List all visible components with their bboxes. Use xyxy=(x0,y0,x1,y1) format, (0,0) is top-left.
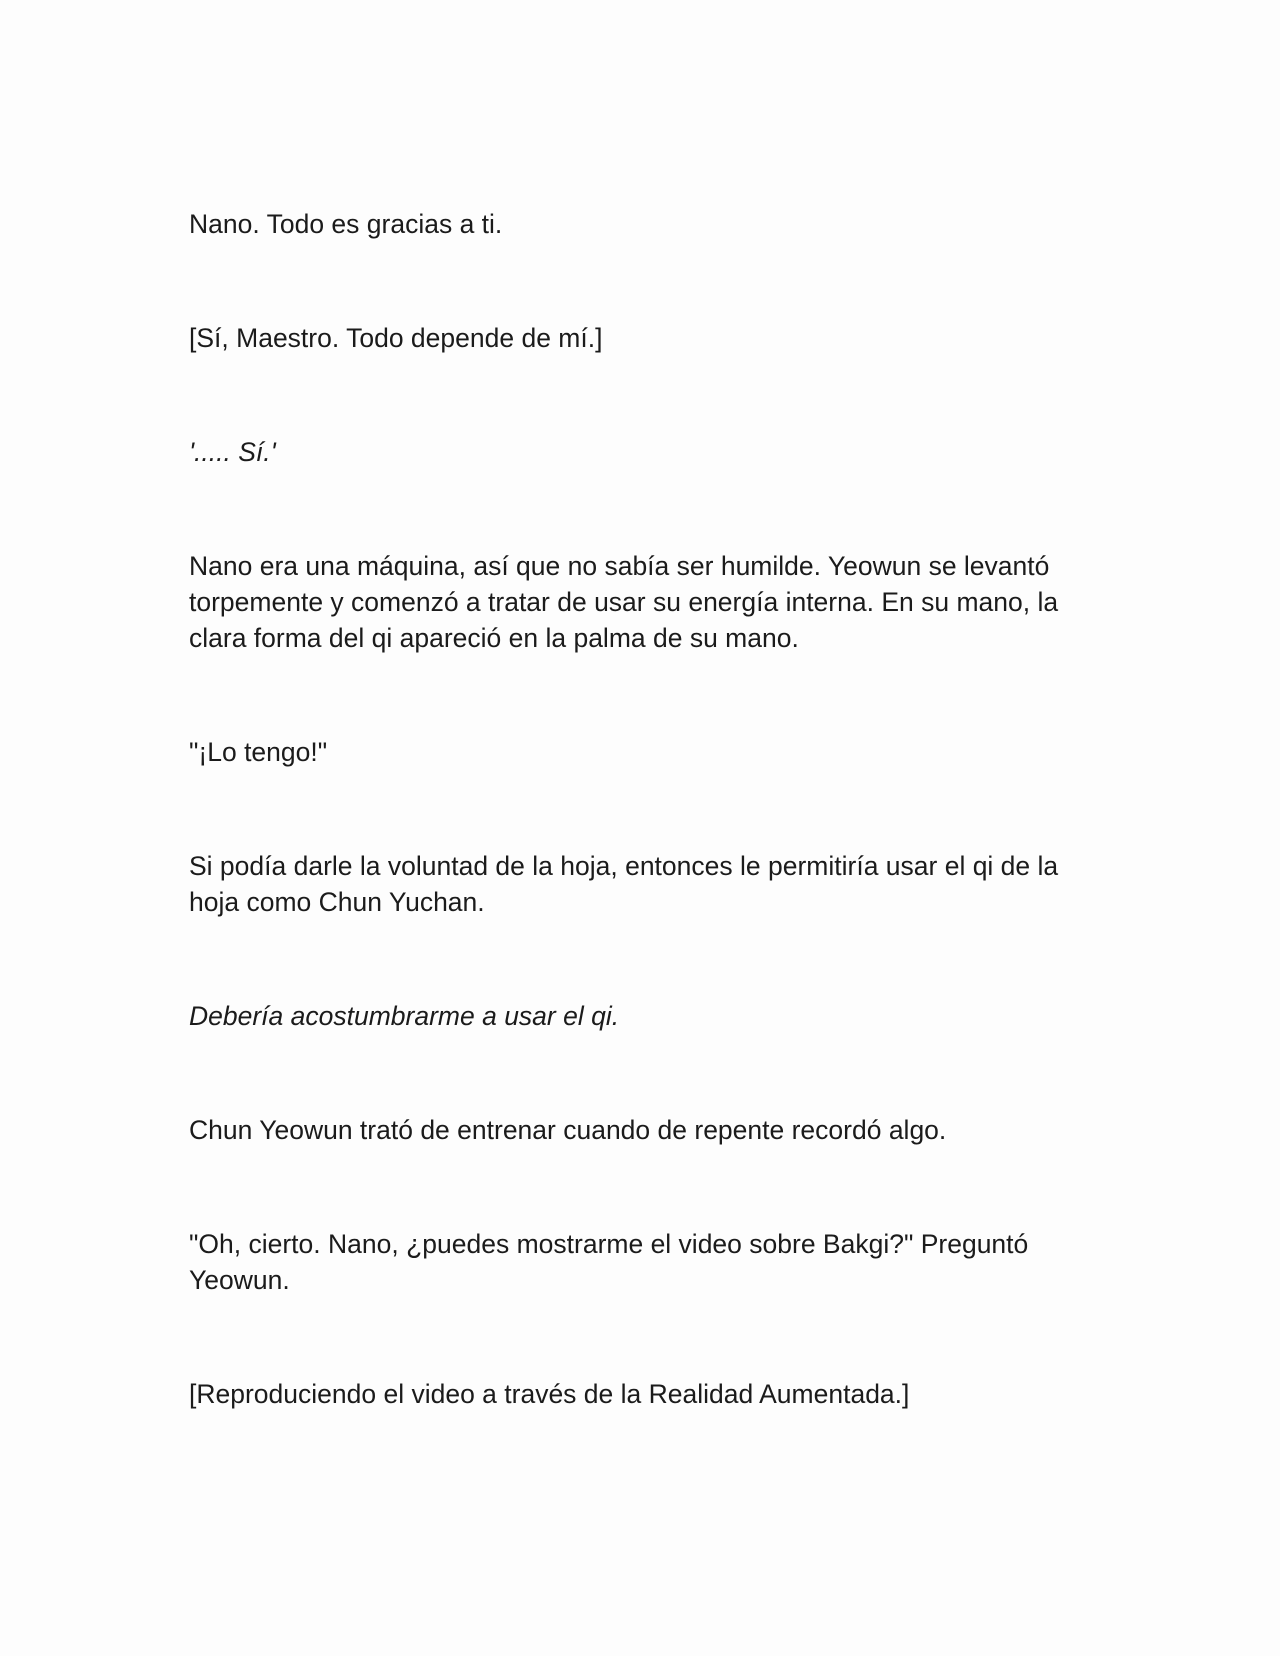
paragraph-3: '..... Sí.' xyxy=(189,437,276,467)
paragraph-4: Nano era una máquina, así que no sabía ser humilde. Yeowun se levantó torpemente y comenzó a tratar de usar su energía interna. En su mano, la clara forma del qi apareció en la palma de su mano. xyxy=(189,551,1059,653)
paragraph-10: [Reproduciendo el video a través de la Realidad Aumentada.] xyxy=(189,1379,910,1409)
paragraph-5: "¡Lo tengo!" xyxy=(189,737,328,767)
paragraph-8: Chun Yeowun trató de entrenar cuando de repente recordó algo. xyxy=(189,1115,947,1145)
paragraph-2: [Sí, Maestro. Todo depende de mí.] xyxy=(189,323,603,353)
paragraph-9: "Oh, cierto. Nano, ¿puedes mostrarme el video sobre Bakgi?" Preguntó Yeowun. xyxy=(189,1229,1029,1295)
paragraph-6: Si podía darle la voluntad de la hoja, entonces le permitiría usar el qi de la hoja como Chun Yuchan. xyxy=(189,851,1059,917)
paragraph-7: Debería acostumbrarme a usar el qi. xyxy=(189,1001,620,1031)
paragraph-1: Nano. Todo es gracias a ti. xyxy=(189,209,503,239)
